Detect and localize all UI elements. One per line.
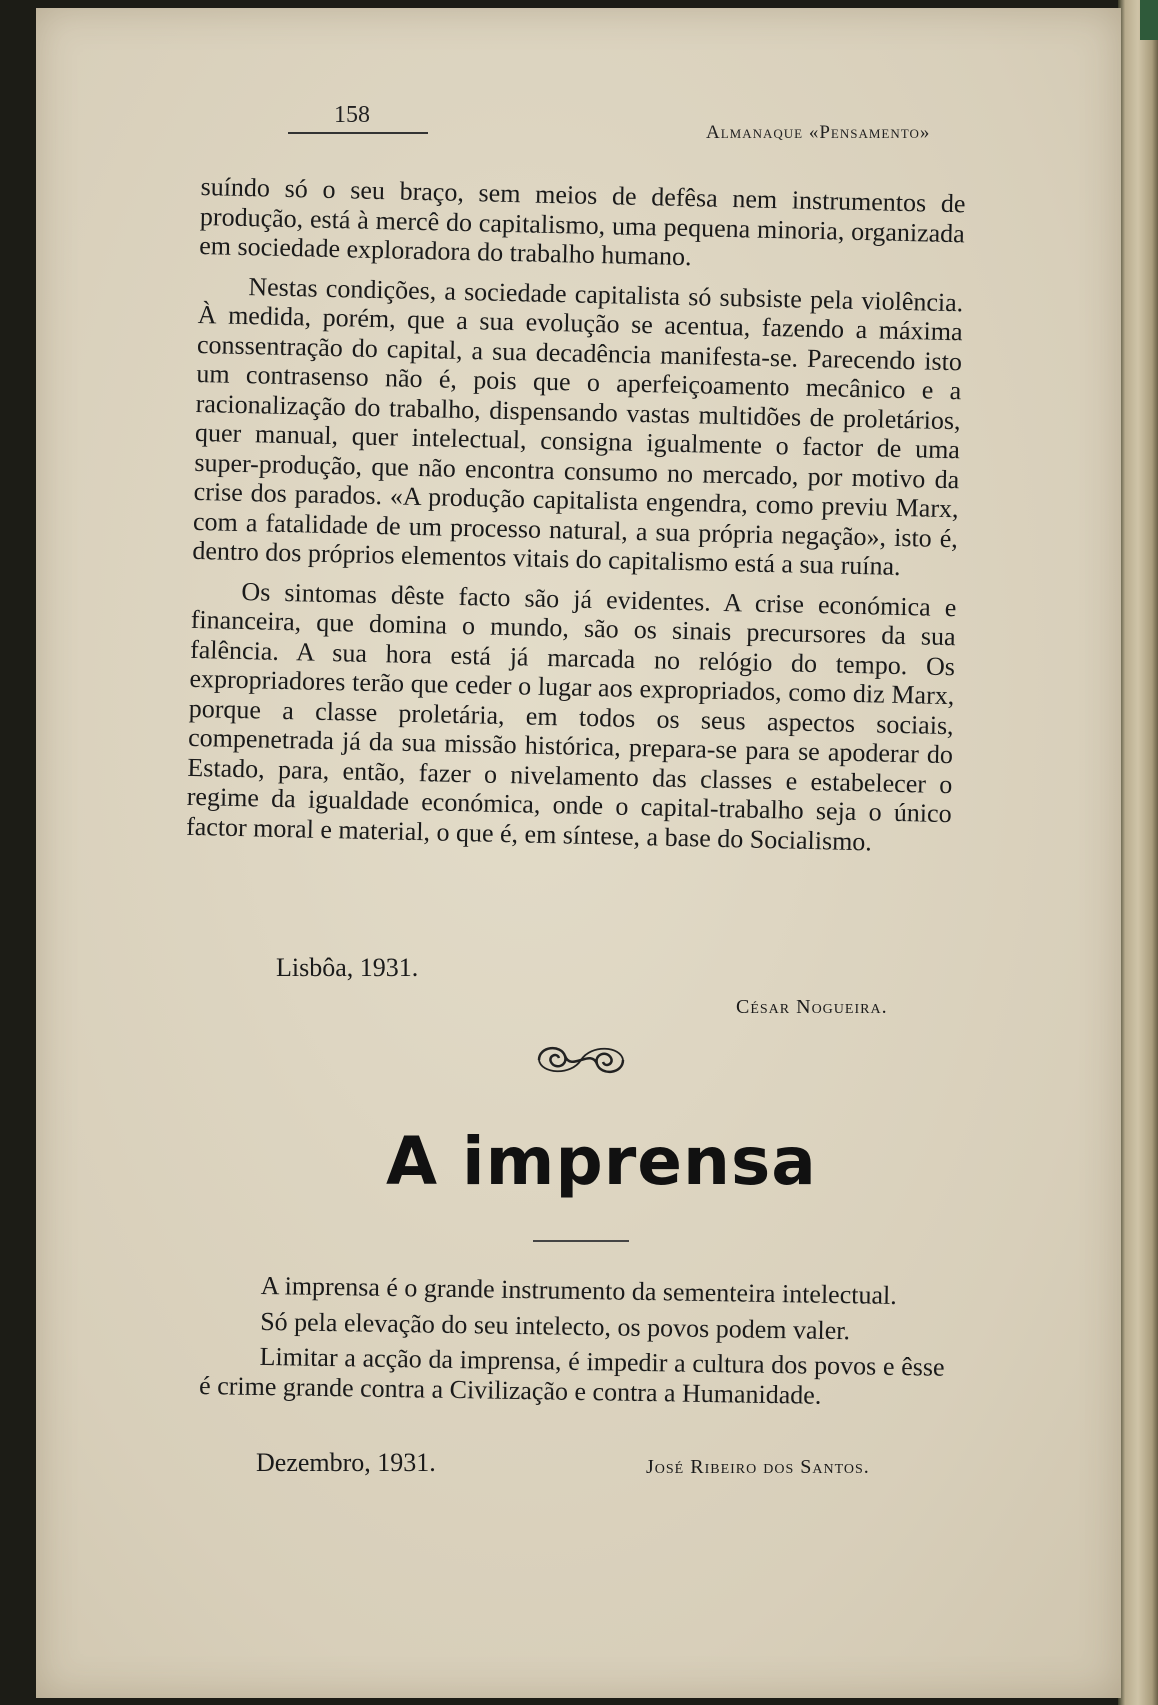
dateline: Lisbôa, 1931. — [276, 953, 419, 982]
paragraph: A imprensa é o grande instrumento da sementeira intelectual. — [260, 1270, 897, 1310]
cover-edge — [1140, 0, 1158, 40]
paragraph: Os sintomas dêste facto são já evidentes. A crise económica e financeira, que domina o mundo, são os sinais precursores da sua falência. A sua hora está já marcada no relógio do tempo. Os expropriadores terão que ceder o lugar aos expropriados, como diz Marx, porque a classe proletária, em todos os seus aspectos sociais, compenetrada já da sua missão histórica, prepara-se para se apoderar do Estado, para, então, fazer o nivelamento das classes e estabelecer o regime da igualdade económica, onde o capital-trabalho seja o único factor moral e material, o que é, em síntese, a base do Socialismo. — [185, 576, 957, 856]
paragraph: Nestas condições, a sociedade capitalista só subsiste pela violência. À medida, porém, que a sua evolução se acentua, fazendo a máxima conssentração do capital, a sua decadência manifesta-se. Parecendo isto um contrasenso não é, pois que o aperfeiçoamento mecânico e a racionalização do trabalho, dispensando vastas multidões de proletários, quer manual, quer intelectual, consigna igualmente o factor de uma super-produção, que não encontra consumo no mercado, por motivo da crise dos parados. «A produção capitalista engendra, como previu Marx, com a fatalidade de um processo natural, a sua própria negação», isto é, dentro dos próprios elementos vitais do capitalismo está a sua ruína. — [192, 271, 964, 581]
article-socialism — [186, 172, 966, 868]
dateline: Dezembro, 1931. — [256, 1448, 436, 1477]
paragraph: suíndo só o seu braço, sem meios de defêsa nem instrumentos de produção, está à mercê do capitalismo, uma pequena minoria, organizada em sociedade exploradora do trabalho humano. — [199, 172, 966, 272]
page-number-rule — [288, 132, 428, 134]
title-rule — [533, 1240, 629, 1242]
article-press — [199, 1270, 946, 1418]
paragraph: Limitar a acção da imprensa, é impedir a cultura dos povos e êsse é crime grande contra a Civilização e contra a Humanidade. — [198, 1341, 945, 1410]
book-spine — [1118, 0, 1158, 1705]
author-signature: José Ribeiro dos Santos. — [646, 1456, 870, 1478]
article-title: A imprensa — [386, 1123, 817, 1200]
page-header — [36, 102, 1121, 142]
paragraph: Só pela elevação do seu intelecto, os povos podem valer. — [259, 1306, 851, 1345]
author-signature: César Nogueira. — [736, 996, 888, 1018]
book-page — [36, 8, 1121, 1698]
page-number: 158 — [334, 102, 370, 128]
ornament-divider-icon — [531, 1038, 631, 1082]
running-head: Almanaque «Pensamento» — [706, 122, 931, 143]
